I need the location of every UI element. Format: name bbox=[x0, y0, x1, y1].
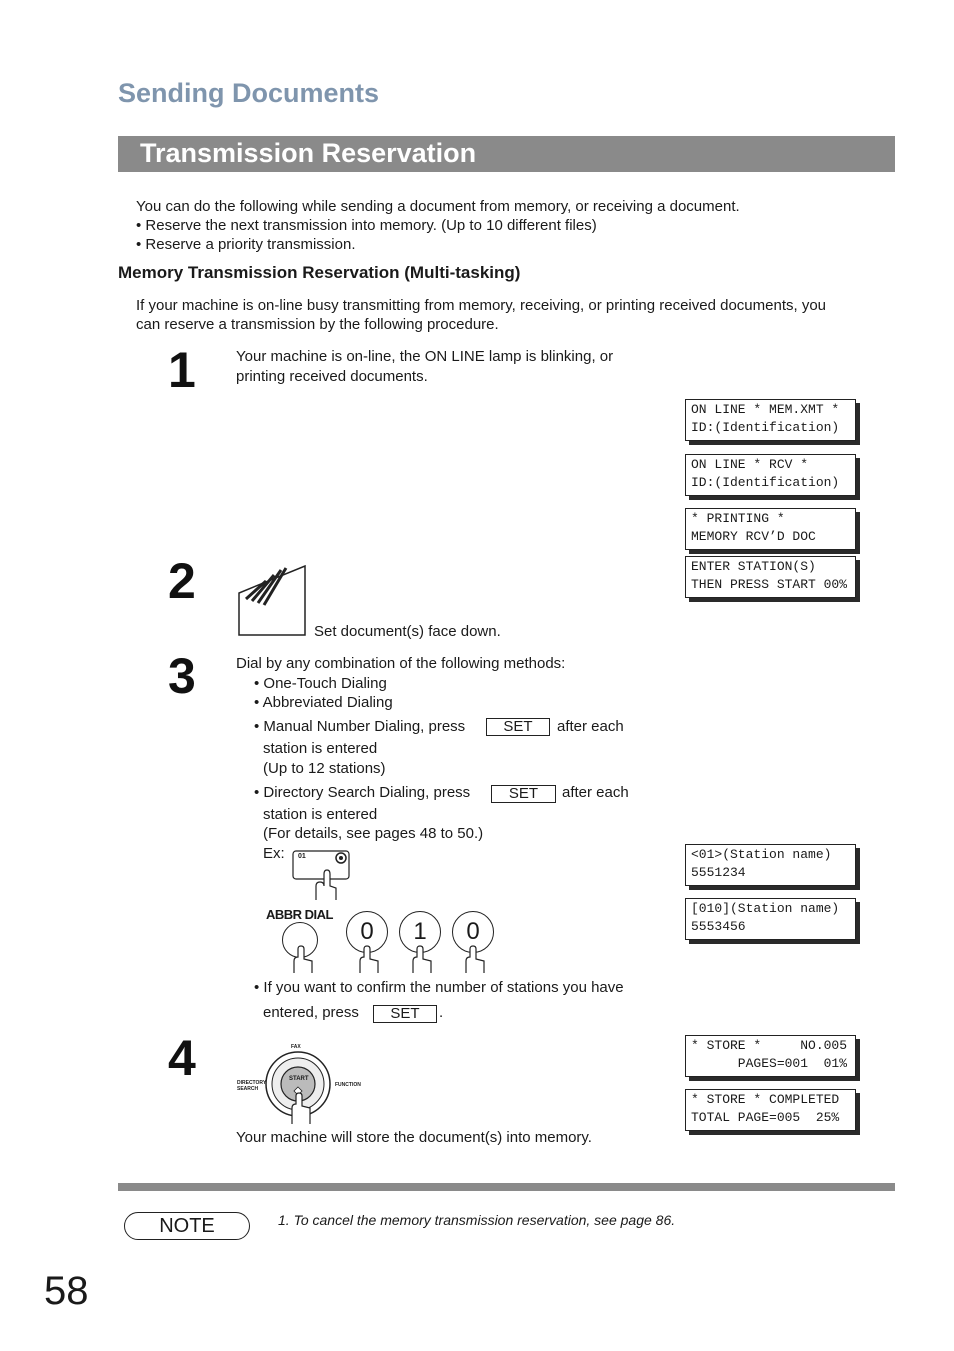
lcd-display bbox=[685, 508, 856, 550]
step-text: Your machine is on-line, the ON LINE lamp is blinking, or bbox=[236, 348, 614, 365]
lcd-line: * PRINTING * bbox=[691, 511, 785, 526]
one-touch-key-label: 01 bbox=[298, 853, 306, 860]
method-text: (Up to 12 stations) bbox=[263, 760, 386, 777]
lcd-display bbox=[685, 1089, 856, 1131]
lcd-line: MEMORY RCV’D DOC bbox=[691, 528, 816, 544]
method-bullet: • Directory Search Dialing, press bbox=[254, 784, 471, 801]
step-number: 1 bbox=[168, 342, 196, 398]
lcd-line: 5551234 bbox=[691, 864, 746, 880]
lcd-line: TOTAL PAGE=005 25% bbox=[691, 1109, 840, 1125]
method-bullet: • Abbreviated Dialing bbox=[254, 694, 393, 711]
confirm-text: . bbox=[439, 1004, 444, 1021]
intro-bullet: • Reserve the next transmission into memory. (Up to 10 different files) bbox=[136, 217, 597, 234]
step-number: 3 bbox=[168, 648, 196, 704]
digit-key-0: 0 bbox=[452, 911, 494, 953]
step-text: Set document(s) face down. bbox=[314, 623, 501, 640]
page-title: Transmission Reservation bbox=[140, 138, 477, 168]
method-text: after each bbox=[557, 718, 624, 735]
panel-label-function: FUNCTION bbox=[335, 1082, 361, 1088]
step-number: 4 bbox=[168, 1030, 196, 1086]
sub-intro-text: can reserve a transmission by the following procedure. bbox=[136, 316, 499, 333]
set-key: SET bbox=[373, 1005, 437, 1023]
method-text: station is entered bbox=[263, 740, 378, 757]
method-bullet: • Manual Number Dialing, press bbox=[254, 718, 466, 735]
intro-text: You can do the following while sending a document from memory, or receiving a document. bbox=[136, 198, 740, 215]
finger-icon bbox=[460, 945, 490, 975]
step-number: 2 bbox=[168, 553, 196, 609]
lcd-line: <01>(Station name) bbox=[691, 847, 832, 862]
set-key: SET bbox=[486, 718, 550, 736]
lcd-display bbox=[685, 844, 856, 886]
lcd-display bbox=[685, 454, 856, 496]
lcd-display bbox=[685, 556, 856, 598]
lcd-line: PAGES=001 01% bbox=[691, 1055, 848, 1071]
lcd-line: ON LINE * RCV * bbox=[691, 457, 809, 472]
lcd-line: ON LINE * MEM.XMT * bbox=[691, 402, 840, 417]
finger-icon bbox=[288, 945, 318, 975]
method-text: (For details, see pages 48 to 50.) bbox=[263, 825, 484, 842]
example-label: Ex: bbox=[263, 845, 285, 862]
method-text: after each bbox=[562, 784, 629, 801]
panel-label-fax: FAX bbox=[291, 1044, 301, 1050]
step-text: Dial by any combination of the following methods: bbox=[236, 655, 566, 672]
lcd-line: [010](Station name) bbox=[691, 901, 840, 916]
note-label: NOTE bbox=[124, 1212, 250, 1240]
subheading: Memory Transmission Reservation (Multi-tasking) bbox=[118, 263, 521, 282]
footer-divider bbox=[118, 1183, 895, 1191]
digit-key-0: 0 bbox=[346, 911, 388, 953]
lcd-line: THEN PRESS START 00% bbox=[691, 576, 848, 592]
note-text: 1. To cancel the memory transmission reservation, see page 86. bbox=[278, 1212, 676, 1228]
lcd-line: ID:(Identification) bbox=[691, 419, 840, 435]
finger-icon bbox=[407, 945, 437, 975]
confirm-text: • If you want to confirm the number of stations you have bbox=[254, 979, 624, 996]
lcd-line: 5553456 bbox=[691, 918, 746, 934]
method-bullet: • One-Touch Dialing bbox=[254, 675, 387, 692]
start-button-label: START bbox=[289, 1076, 309, 1082]
title-banner bbox=[118, 136, 895, 172]
section-title: Sending Documents bbox=[118, 78, 380, 108]
one-touch-key-illustration bbox=[292, 850, 352, 902]
lcd-display bbox=[685, 898, 856, 940]
intro-bullet: • Reserve a priority transmission. bbox=[136, 236, 356, 253]
document-icon bbox=[236, 563, 310, 637]
page-number: 58 bbox=[44, 1269, 89, 1313]
lcd-display bbox=[685, 399, 856, 441]
method-text: station is entered bbox=[263, 806, 378, 823]
digit-key-1: 1 bbox=[399, 911, 441, 953]
lcd-line: * STORE * NO.005 bbox=[691, 1038, 848, 1053]
set-key: SET bbox=[491, 785, 556, 803]
lcd-line: * STORE * COMPLETED bbox=[691, 1092, 840, 1107]
step-text: printing received documents. bbox=[236, 368, 428, 385]
lcd-line: ID:(Identification) bbox=[691, 474, 840, 490]
sub-intro-text: If your machine is on-line busy transmitting from memory, receiving, or printing received documents, you bbox=[136, 297, 827, 314]
panel-label-directory-search: DIRECTORY SEARCH bbox=[237, 1080, 267, 1092]
lcd-line: ENTER STATION(S) bbox=[691, 559, 816, 574]
lcd-display bbox=[685, 1035, 856, 1077]
abbr-dial-label: ABBR DIAL bbox=[266, 907, 333, 922]
finger-icon bbox=[354, 945, 384, 975]
control-panel-illustration bbox=[236, 1042, 361, 1124]
step-text: Your machine will store the document(s) into memory. bbox=[236, 1129, 592, 1146]
confirm-text: entered, press bbox=[263, 1004, 359, 1021]
